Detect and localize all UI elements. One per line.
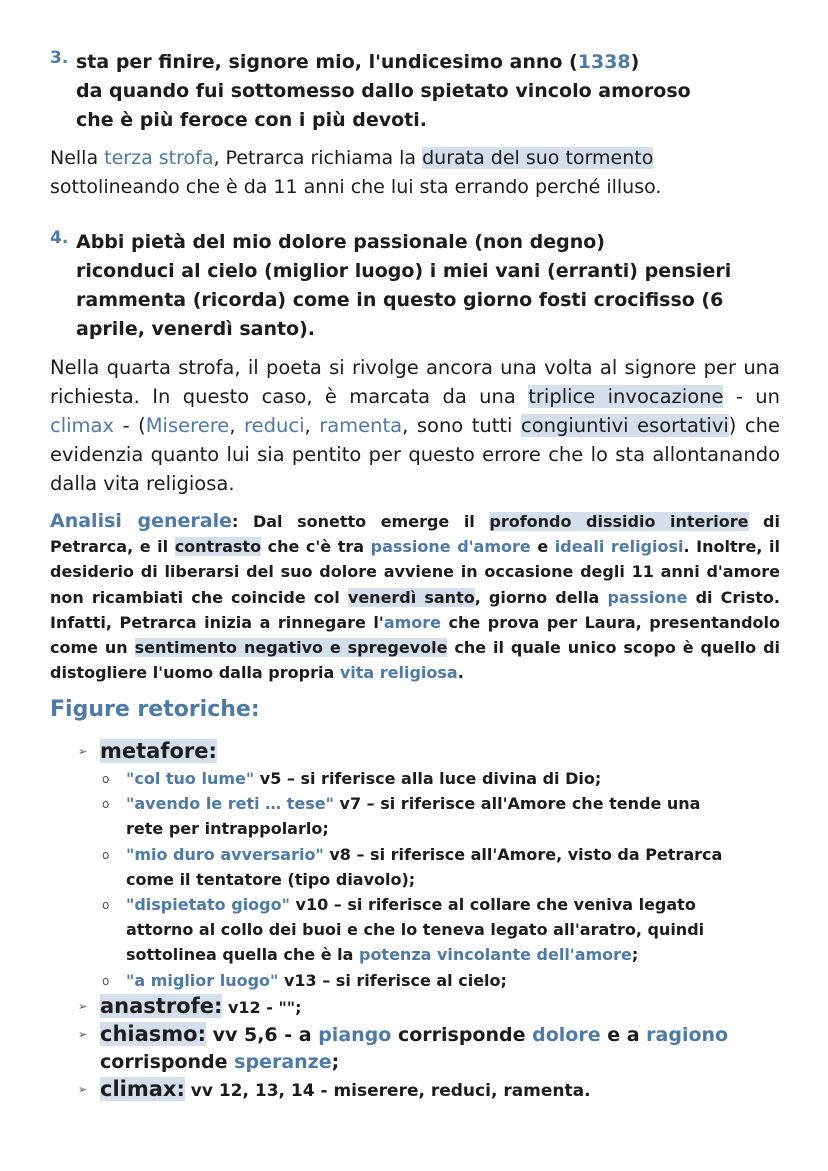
verse-3-number: 3. (50, 48, 69, 68)
metafora-quote: "col tuo lume" (126, 769, 255, 788)
comment-3-text-1: Nella (50, 147, 105, 169)
comment-4-ramenta: ramenta (319, 414, 403, 437)
figure-list (78, 738, 778, 1104)
verse-3-line-3: che è più feroce con i più devoti. (76, 109, 427, 131)
analisi-text-1: Dal sonetto emerge il (252, 512, 490, 531)
metafora-quote: "a miglior luogo" (126, 970, 279, 990)
verse-4-line-1: Abbi pietà del mio dolore passionale (non degno) (76, 231, 605, 253)
circle-bullet-icon: o (102, 898, 110, 913)
analisi-text-7: di Cristo. Infatti, Petrarca inizia a rinnegare l' (50, 587, 780, 632)
metafora-text: v13 – si riferisce al cielo; (278, 970, 507, 990)
comment-4-text-1: Nella quarta strofa, il poeta si rivolge ancora una volta al signore per una richiesta. In questo caso, è marcata da una (50, 356, 780, 408)
comment-verse-4 (50, 353, 780, 498)
analisi-text-2: di Petrarca, e il (50, 512, 780, 557)
chiasmo-text-2: corrisponde (391, 1023, 533, 1046)
verse-4-number: 4. (50, 228, 69, 248)
comment-4-reduci: reduci (244, 414, 305, 437)
chiasmo-text-3: e a (600, 1023, 647, 1046)
analisi-highlight-contrasto: contrasto (174, 537, 262, 557)
verse-3-line-1 (76, 48, 780, 77)
comment-3-highlight-durata: durata del suo tormento (422, 147, 654, 169)
analisi-label: Analisi generale (50, 510, 232, 532)
metafora-quote: "mio duro avversario" (126, 844, 324, 864)
analisi-generale (50, 509, 780, 685)
metafora-text: v10 – si riferisce al collare che veniva legato attorno al collo dei buoi e che lo teneva legato all'aratro, quindi sottolinea quella che è la (126, 895, 705, 965)
metafora-text: v7 – si riferisce all'Amore che tende una rete per intrappolarlo; (126, 794, 701, 839)
analisi-text-10: . (457, 663, 464, 683)
comment-4-sep-1: , (229, 414, 245, 437)
analisi-text-8: che prova per Laura, presentandolo come un (50, 612, 781, 658)
anastrofe-item (78, 993, 778, 1021)
verse-3 (50, 48, 780, 135)
analisi-text-6: , giorno della (474, 587, 608, 607)
analisi-text-9: che il quale unico scopo è quello di distogliere l'uomo dalla propria (50, 638, 781, 683)
chiasmo-dolore: dolore (532, 1023, 601, 1046)
verse-3-line-2: da quando fui sottomesso dallo spietato vincolo amoroso (76, 80, 691, 102)
verse-3-year: 1338 (577, 51, 631, 73)
analisi-passione: passione (607, 587, 688, 607)
chiasmo-text-1: vv 5,6 - a (205, 1023, 319, 1046)
comment-3-terza-strofa: terza strofa (104, 147, 214, 169)
circle-bullet-icon: o (102, 797, 110, 812)
comment-verse-3 (50, 144, 780, 202)
climax-text: vv 12, 13, 14 - miserere, reduci, ramenta. (184, 1080, 591, 1101)
comment-3-text-3: sottolineando che è da 11 anni che lui sta errando perché illuso. (50, 176, 662, 198)
figure-retoriche-heading: Figure retoriche: (50, 697, 260, 722)
verse-4-line-2: riconduci al cielo (miglior luogo) i miei vani (erranti) pensieri (76, 260, 732, 282)
arrow-bullet-icon: ➢ (78, 745, 88, 758)
comment-4-highlight-triplice: triplice invocazione (528, 385, 724, 408)
chiasmo-text-5: ; (331, 1050, 340, 1073)
arrow-bullet-icon: ➢ (78, 1082, 88, 1096)
analisi-ideali: ideali religiosi (554, 537, 684, 557)
analisi-text-5: . Inoltre, il desiderio di liberarsi del suo dolore avviene in occasione degli 11 anni d'amore non ricambiati che coincide col (50, 537, 780, 607)
metafora-quote: "avendo le reti … tese" (126, 794, 334, 814)
metafora-item (102, 791, 742, 841)
analisi-highlight-venerdi: venerdì santo (347, 587, 475, 607)
analisi-vita-religiosa: vita religiosa (339, 663, 458, 683)
comment-4-text-4: , sono tutti (402, 414, 521, 437)
arrow-bullet-icon: ➢ (78, 1027, 88, 1041)
chiasmo-piango: piango (318, 1023, 392, 1046)
analisi-colon: : (232, 512, 253, 531)
anastrofe-text: v12 - ""; (222, 997, 302, 1017)
comment-4-climax: climax (50, 414, 115, 437)
metafore-term: metafore: (100, 739, 217, 763)
metafora-item (102, 968, 742, 993)
metafore-item (78, 738, 778, 766)
comment-4-sep-2: , (304, 414, 320, 437)
verse-3-line-1-text: sta per finire, signore mio, l'undicesimo anno ( (76, 51, 578, 73)
circle-bullet-icon: o (102, 847, 110, 862)
chiasmo-text-4: corrisponde (100, 1050, 235, 1073)
metafora-text: v8 – si riferisce all'Amore, visto da Petrarca come il tentatore (tipo diavolo); (126, 844, 723, 889)
anastrofe-term: anastrofe: (100, 993, 223, 1018)
chiasmo-item (78, 1021, 778, 1076)
chiasmo-term: chiasmo: (100, 1021, 206, 1046)
analisi-amore: amore (383, 612, 442, 632)
metafora-end: ; (631, 945, 639, 965)
metafora-item (102, 892, 742, 968)
comment-4-text-2: - un (723, 385, 780, 408)
metafora-item (102, 766, 742, 791)
metafora-item (102, 842, 742, 892)
metafora-text: v5 – si riferisce alla luce divina di Dio; (254, 769, 602, 788)
comment-4-text-3: - ( (114, 414, 146, 437)
comment-4-text-5: ) che evidenzia quanto lui sia pentito per questo errore che lo sta allontanando dalla vita religiosa. (50, 414, 780, 495)
chiasmo-speranze: speranze (234, 1050, 332, 1073)
comment-3-text-2: , Petrarca richiama la (213, 147, 423, 169)
comment-4-highlight-congiuntivi: congiuntivi esortativi (521, 414, 729, 437)
verse-4 (50, 228, 780, 344)
verse-3-line-1-close: ) (630, 51, 640, 73)
analisi-highlight-profondo: profondo dissidio interiore (489, 512, 749, 531)
metafora-quote: "dispietato giogo" (126, 895, 290, 915)
analisi-text-3: che c'è tra (261, 537, 371, 557)
climax-item (78, 1076, 778, 1104)
metafore-sublist (102, 766, 742, 993)
circle-bullet-icon: o (102, 772, 110, 786)
analisi-passione-amore: passione d'amore (370, 537, 531, 557)
circle-bullet-icon: o (102, 973, 110, 988)
chiasmo-ragiono: ragiono (646, 1023, 729, 1046)
analisi-highlight-sentimento: sentimento negativo e spregevole (134, 638, 448, 658)
climax-term: climax: (100, 1076, 185, 1101)
verse-4-line-3: rammenta (ricorda) come in questo giorno fosti crocifisso (6 aprile, venerdì santo). (76, 289, 724, 340)
comment-4-miserere: Miserere (145, 414, 230, 437)
arrow-bullet-icon: ➢ (78, 999, 88, 1013)
analisi-text-4: e (530, 537, 555, 557)
metafora-potenza-vincolante: potenza vincolante dell'amore (358, 945, 632, 965)
